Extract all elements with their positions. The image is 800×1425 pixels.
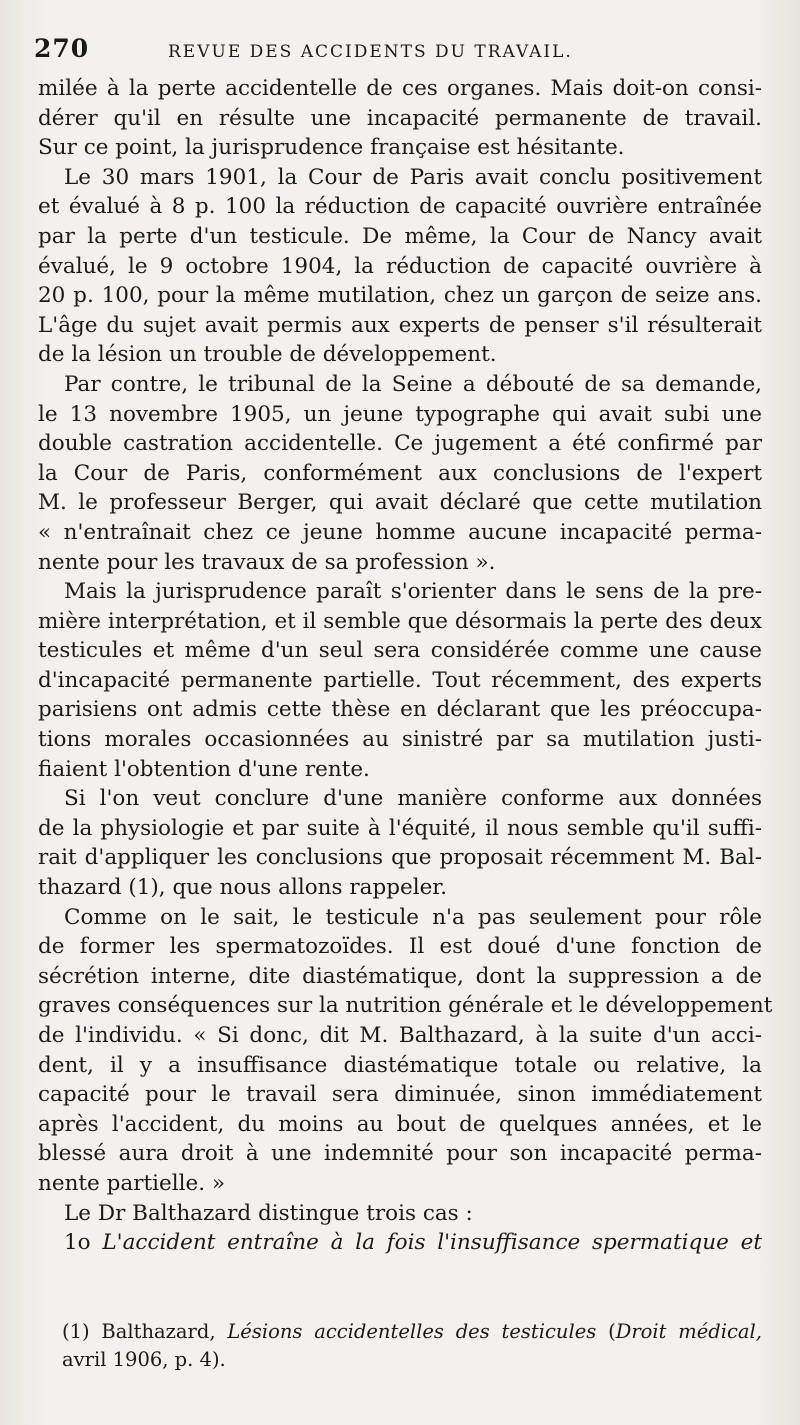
paragraph-2 bbox=[38, 163, 762, 370]
text-line: de former les spermatozoïdes. Il est doué d'une fonction de bbox=[38, 934, 762, 960]
text-line: dent, il y a insuffisance diastématique totale ou relative, la bbox=[38, 1052, 762, 1078]
text-line: capacité pour le travail sera diminuée, sinon immédiatement bbox=[38, 1082, 762, 1108]
text-line: d'incapacité permanente partielle. Tout récemment, des experts bbox=[38, 667, 762, 693]
text-line: parisiens ont admis cette thèse en déclarant que les préoccupa- bbox=[38, 697, 762, 723]
footnote-line: avril 1906, p. 4). bbox=[62, 1348, 226, 1371]
text-line: et évalué à 8 p. 100 la réduction de capacité ouvrière entraînée bbox=[38, 194, 762, 220]
text-line: dérer qu'il en résulte une incapacité permanente de travail. bbox=[38, 105, 762, 131]
text-line: M. le professeur Berger, qui avait déclaré que cette mutilation bbox=[38, 490, 762, 516]
text-line: rait d'appliquer les conclusions que proposait récemment M. Bal- bbox=[38, 845, 762, 871]
body-text bbox=[38, 74, 773, 1258]
text-line: le 13 novembre 1905, un jeune typographe qui avait subi une bbox=[38, 401, 762, 427]
text-line: Le Dr Balthazard distingue trois cas : bbox=[64, 1200, 473, 1226]
text-line: par la perte d'un testicule. De même, la Cour de Nancy avait bbox=[38, 223, 762, 249]
paragraph-3 bbox=[38, 370, 762, 577]
text-line: blessé aura droit à une indemnité pour son incapacité perma- bbox=[38, 1141, 762, 1167]
paragraph-1 bbox=[38, 74, 762, 163]
text-line: de la lésion un trouble de développement. bbox=[38, 342, 497, 368]
running-head bbox=[34, 34, 762, 74]
text-line: Par contre, le tribunal de la Seine a débouté de sa demande, bbox=[64, 371, 762, 397]
footnote-line bbox=[62, 1318, 762, 1346]
footnote-source-italic: Droit médical, bbox=[615, 1320, 762, 1343]
text-line: « n'entraînait chez ce jeune homme aucune incapacité perma- bbox=[38, 519, 762, 545]
text-line: de l'individu. « Si donc, dit M. Balthazard, à la suite d'un acci- bbox=[38, 1023, 762, 1048]
footnote bbox=[62, 1318, 762, 1374]
text-line: 20 p. 100, pour la même mutilation, chez un garçon de seize ans. bbox=[38, 283, 762, 309]
text-line: mière interprétation, et il semble que désormais la perte des deux bbox=[38, 608, 762, 634]
case-text-italic: L'accident entraîne à la fois l'insuffisance spermatique et bbox=[102, 1230, 762, 1256]
text-line: fiaient l'obtention d'une rente. bbox=[38, 756, 370, 782]
case-number: 1o bbox=[64, 1230, 91, 1256]
text-line: Sur ce point, la jurisprudence française est hésitante. bbox=[38, 135, 625, 161]
running-title: REVUE DES ACCIDENTS DU TRAVAIL. bbox=[168, 42, 573, 62]
text-line bbox=[38, 1228, 762, 1258]
text-line: L'âge du sujet avait permis aux experts de penser s'il résulterait bbox=[38, 312, 762, 338]
text-line: milée à la perte accidentelle de ces organes. Mais doit-on consi- bbox=[38, 76, 762, 101]
paragraph-5 bbox=[38, 784, 762, 902]
footnote-text: ( bbox=[596, 1320, 616, 1343]
text-line: tions morales occasionnées au sinistré par sa mutilation justi- bbox=[38, 727, 762, 753]
text-line: sécrétion interne, dite diastématique, dont la suppression a de bbox=[38, 963, 762, 989]
text-line: graves conséquences sur la nutrition générale et le développement bbox=[38, 993, 773, 1019]
text-line: thazard (1), que nous allons rappeler. bbox=[38, 875, 448, 901]
paragraph-7 bbox=[38, 1199, 762, 1229]
text-line: Mais la jurisprudence paraît s'orienter dans le sens de la pre- bbox=[64, 579, 762, 605]
text-line: de la physiologie et par suite à l'équité, il nous semble qu'il suffi- bbox=[38, 815, 762, 841]
text-line: Comme on le sait, le testicule n'a pas seulement pour rôle bbox=[64, 904, 762, 930]
text-line: nente partielle. » bbox=[38, 1170, 226, 1196]
text-line: Le 30 mars 1901, la Cour de Paris avait conclu positivement bbox=[64, 164, 762, 190]
text-line: double castration accidentelle. Ce jugement a été confirmé par bbox=[38, 431, 762, 457]
text-line: testicules et même d'un seul sera considérée comme une cause bbox=[38, 638, 762, 664]
footnote-title-italic: Lésions accidentelles des testicules bbox=[227, 1320, 597, 1343]
text-line: après l'accident, du moins au bout de quelques années, et le bbox=[38, 1111, 762, 1137]
paragraph-8 bbox=[38, 1228, 762, 1258]
text-line: la Cour de Paris, conformément aux conclusions de l'expert bbox=[38, 460, 762, 486]
page-number: 270 bbox=[34, 34, 90, 63]
text-line: nente pour les travaux de sa profession ». bbox=[38, 549, 496, 575]
paragraph-6 bbox=[38, 903, 773, 1199]
paragraph-4 bbox=[38, 577, 762, 784]
footnote-text: (1) Balthazard, bbox=[62, 1320, 228, 1343]
text-line: Si l'on veut conclure d'une manière conforme aux données bbox=[64, 786, 762, 812]
text-line: évalué, le 9 octobre 1904, la réduction de capacité ouvrière à bbox=[38, 253, 762, 279]
